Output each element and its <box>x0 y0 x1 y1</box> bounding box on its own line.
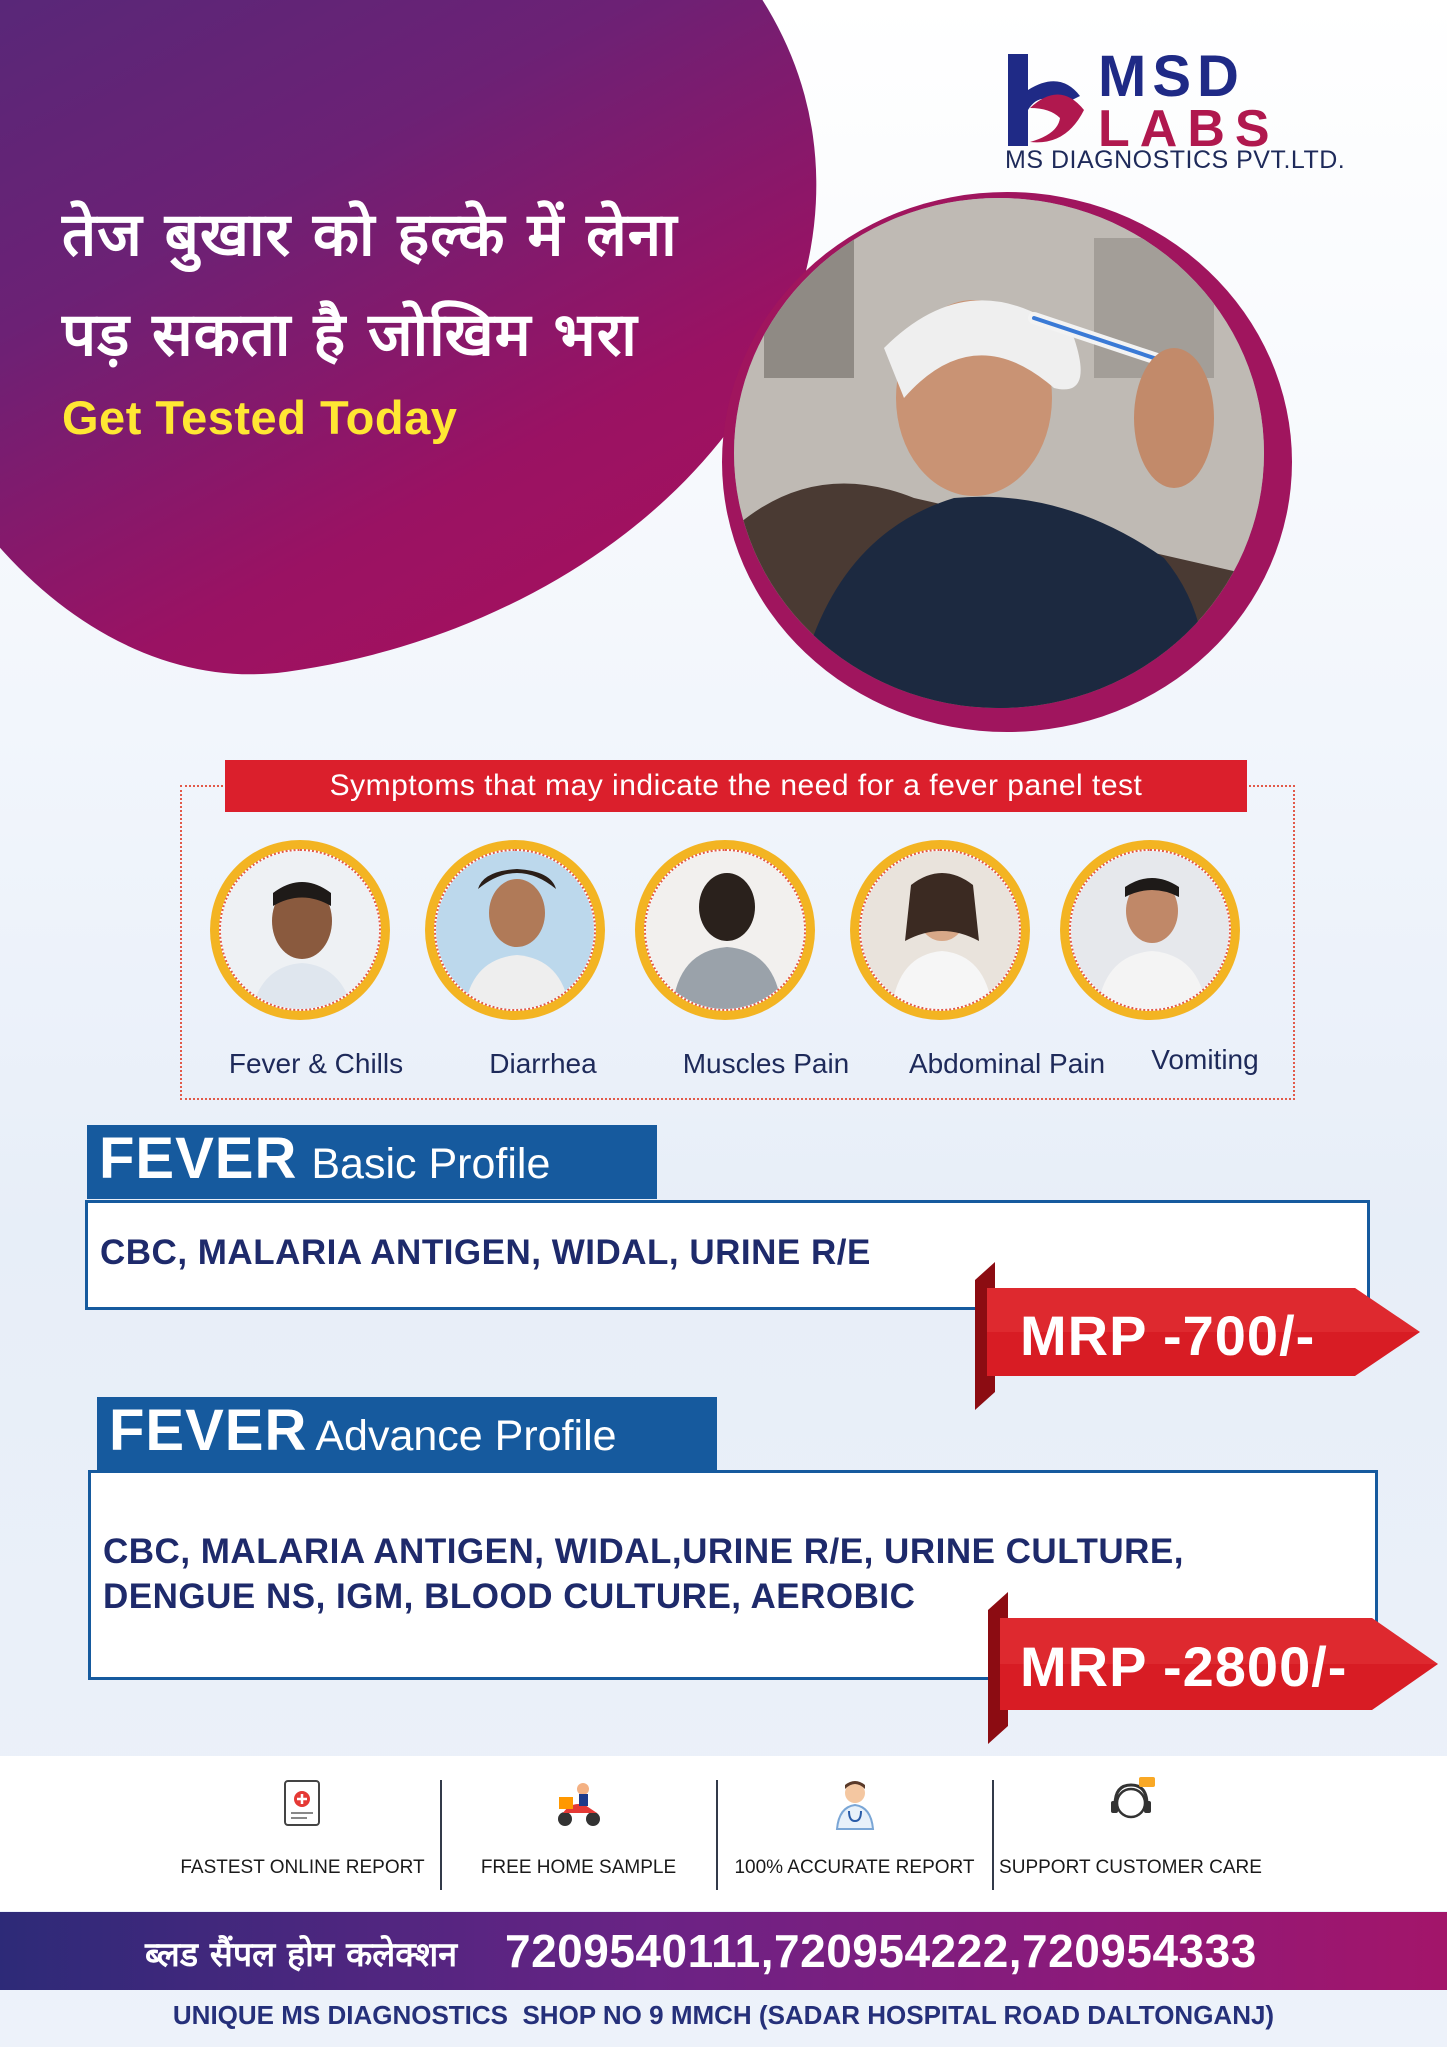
delivery-scooter-icon <box>551 1775 607 1831</box>
basic-profile-title-bold: FEVER <box>99 1126 298 1191</box>
svg-text:LABS: LABS <box>1098 100 1280 150</box>
hero-photo <box>734 198 1264 708</box>
advance-profile-tests-line1: CBC, MALARIA ANTIGEN, WIDAL,URINE R/E, URINE CULTURE, <box>103 1532 1184 1571</box>
report-icon <box>275 1775 331 1831</box>
feature-customer-care <box>993 1775 1268 1895</box>
advance-profile-price: MRP -2800/- <box>1020 1635 1348 1698</box>
doctor-icon <box>827 1775 883 1831</box>
feature-label-online-report: FASTEST ONLINE REPORT <box>180 1857 425 1878</box>
advance-profile-tests-line2: DENGUE NS, IGM, BLOOD CULTURE, AEROBIC <box>103 1577 916 1616</box>
contact-phone-numbers[interactable]: 7209540111,720954222,720954333 <box>505 1925 1257 1977</box>
basic-profile-title: Basic Profile <box>311 1140 551 1188</box>
feature-label-home-sample: FREE HOME SAMPLE <box>480 1857 677 1878</box>
basic-profile-tab <box>87 1125 657 1199</box>
basic-profile-tests: CBC, MALARIA ANTIGEN, WIDAL, URINE R/E <box>100 1233 871 1272</box>
svg-text:MSD: MSD <box>1098 50 1245 109</box>
feature-label-customer-care: SUPPORT CUSTOMER CARE <box>999 1857 1262 1878</box>
hero-title-line1: तेज बुखार को हल्के में लेना <box>62 200 678 270</box>
customer-care-icon <box>1103 1775 1159 1831</box>
symptom-muscle-pain-image <box>635 840 815 1020</box>
symptom-abdominal-pain-image <box>850 840 1030 1020</box>
advance-profile-tab <box>97 1397 717 1471</box>
hero-title <box>62 185 762 385</box>
symptom-label-abdominal-pain: Abdominal Pain <box>908 1048 1106 1079</box>
advance-profile-title: Advance Profile <box>315 1412 617 1460</box>
advance-profile-title-bold: FEVER <box>109 1398 308 1463</box>
symptoms-heading: Symptoms that may indicate the need for a fever panel test <box>225 760 1247 812</box>
footer-address: UNIQUE MS DIAGNOSTICS SHOP NO 9 MMCH (SADAR HOSPITAL ROAD DALTONGANJ) <box>172 2000 1275 2030</box>
symptom-label-fever: Fever & Chills <box>228 1048 404 1079</box>
symptom-fever-image <box>210 840 390 1020</box>
symptom-label-diarrhea: Diarrhea <box>489 1048 597 1079</box>
hero-title-line2: पड़ सकता है जोखिम भरा <box>62 300 638 370</box>
feature-label-accurate-report: 100% ACCURATE REPORT <box>734 1857 975 1878</box>
symptom-label-vomiting: Vomiting <box>1151 1044 1259 1075</box>
hero-tagline: Get Tested Today <box>62 391 458 444</box>
home-collection-label: ब्लड सैंपल होम कलेक्शन <box>145 1935 458 1975</box>
symptom-label-muscle-pain: Muscles Pain <box>682 1048 850 1079</box>
feature-accurate-report <box>717 1775 992 1895</box>
symptom-diarrhea-image <box>425 840 605 1020</box>
basic-profile-price: MRP -700/- <box>1020 1304 1316 1367</box>
symptom-vomiting-image <box>1060 840 1240 1020</box>
feature-home-sample <box>441 1775 716 1895</box>
feature-online-report <box>165 1775 440 1895</box>
company-name: MS DIAGNOSTICS PVT.LTD. <box>1005 146 1346 174</box>
